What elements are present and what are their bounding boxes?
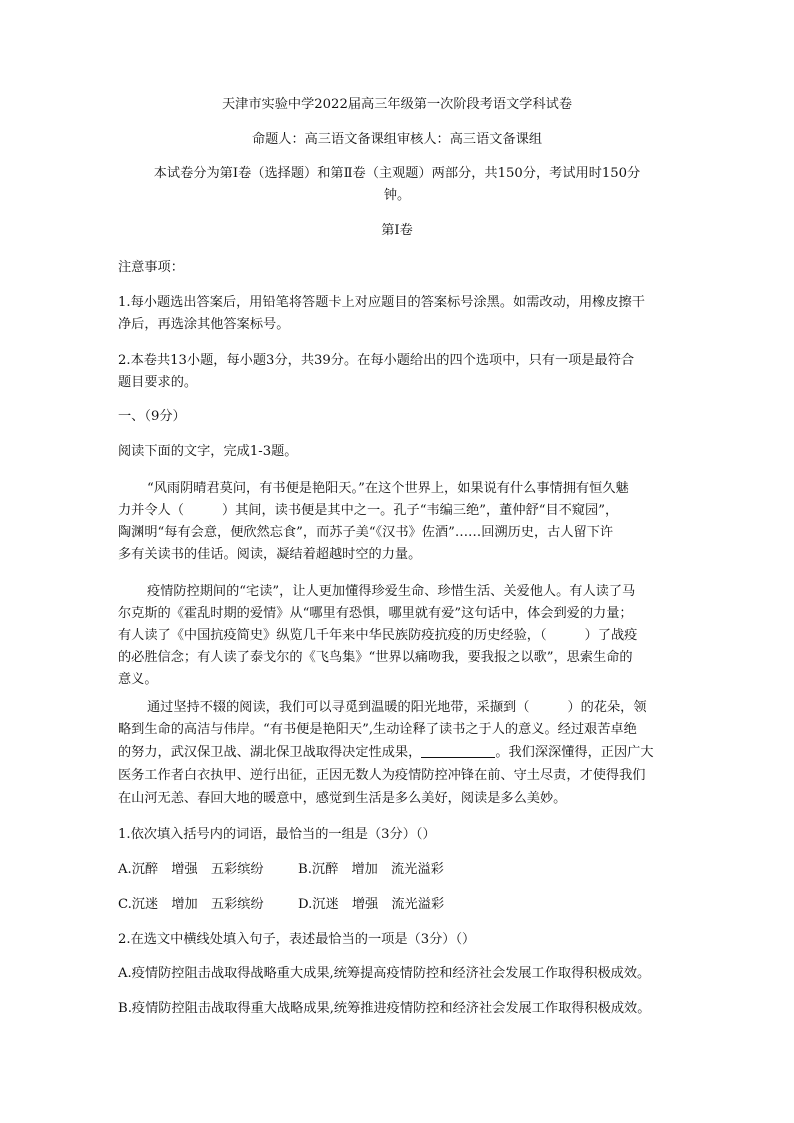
passage-p3-line-5: 在山河无恙、春回大地的暖意中，感觉到生活是多么美好，阅读是多么美妙。 xyxy=(118,791,567,806)
section-instruction: 阅读下面的文字，完成1-3题。 xyxy=(118,444,298,459)
question-1-options-cd xyxy=(118,897,444,913)
answer-underline xyxy=(421,745,495,758)
note-1-line-1: 1.每小题选出答案后，用铅笔将答题卡上对应题目的答案标号涂黑。如需改动，用橡皮擦干 xyxy=(118,295,645,310)
volume-heading: 第Ⅰ卷 xyxy=(381,223,413,238)
passage-p2-line-1: 疫情防控期间的“宅读”，让人更加懂得珍爱生命、珍惜生活、关爱他人。有人读了马 xyxy=(147,584,636,599)
passage-text: ）了战疫 xyxy=(584,628,638,643)
note-2-line-1: 2.本卷共13小题，每小题3分，共39分。在每小题给出的四个选项中，只有一项是最符合 xyxy=(118,353,635,368)
passage-p1-line-1: “风雨阴晴君莫问，有书便是艳阳天。”在这个世界上，如果说有什么事情拥有恒久魅 xyxy=(147,481,629,496)
passage-text: ）其间，读书便是其中之一。孔子“韦编三绝”，董仲舒“目不窥园”， xyxy=(221,503,619,518)
option-b: B.沉醉 增加 流光溢彩 xyxy=(298,862,444,877)
passage-text: 力并令人（ xyxy=(118,503,184,518)
option-d: D.沉迷 增强 流光溢彩 xyxy=(298,897,445,912)
question-1-options-ab xyxy=(118,862,444,878)
note-1-line-2: 净后，再选涂其他答案标号。 xyxy=(118,317,290,332)
passage-p2-line-2: 尔克斯的《霍乱时期的爱情》从“哪里有恐惧，哪里就有爱”这句话中，体会到爱的力量； xyxy=(118,606,633,621)
passage-text: 。我们深深懂得，正因广大 xyxy=(495,745,654,760)
passage-text: 的努力，武汉保卫战、湖北保卫战取得决定性成果， xyxy=(118,745,422,760)
question-1-stem: 1.依次填入括号内的词语，最恰当的一组是（3分）（） xyxy=(118,827,436,842)
passage-p1-line-4: 多有关读书的佳话。阅读，凝结着超越时空的力量。 xyxy=(118,547,422,562)
option-a: A.沉醉 增强 五彩缤纷 xyxy=(118,862,264,877)
passage-text: 通过坚持不辍的阅读，我们可以寻觅到温暖的阳光地带，采撷到（ xyxy=(147,700,530,715)
authors-line: 命题人：高三语文备课组审核人：高三语文备课组 xyxy=(251,132,543,147)
passage-p2-line-3 xyxy=(118,628,637,644)
notes-heading: 注意事项： xyxy=(118,260,184,275)
passage-p1-line-2 xyxy=(118,503,618,519)
note-2-line-2: 题目要求的。 xyxy=(118,375,198,390)
passage-p2-line-5: 意义。 xyxy=(118,672,158,687)
passage-p3-line-4: 医务工作者白衣执甲、逆行出征，正因无数人为疫情防控冲锋在前、守土尽责，才使得我们 xyxy=(118,768,646,783)
exam-title: 天津市实验中学2022届高三年级第一次阶段考语文学科试卷 xyxy=(221,97,573,112)
option-c: C.沉迷 增加 五彩缤纷 xyxy=(118,897,264,912)
passage-p3-line-3 xyxy=(118,745,654,761)
question-2-stem: 2.在选文中横线处填入句子，表述最恰当的一项是（3分）（） xyxy=(118,932,476,947)
passage-p3-line-1 xyxy=(147,700,647,716)
passage-p2-line-4: 的必胜信念；有人读了泰戈尔的《飞鸟集》“世界以痛吻我，要我报之以歌”，思索生命的 xyxy=(118,650,633,665)
section-heading: 一、（9分） xyxy=(118,409,186,424)
intro-line-2: 钟。 xyxy=(383,188,411,203)
passage-p1-line-3: 陶渊明“每有会意，便欣然忘食”，而苏子美“《汉书》佐酒”……回溯历史，古人留下许 xyxy=(118,525,614,540)
passage-p3-line-2: 略到生命的高洁与伟岸。“有书便是艳阳天”,生动诠释了读书之于人的意义。经过艰苦卓绝 xyxy=(118,722,637,737)
question-2-option-a: A.疫情防控阻击战取得战略重大成果,统筹提高疫情防控和经济社会发展工作取得积极成效。 xyxy=(118,966,651,981)
question-2-option-b: B.疫情防控阻击战取得重大战略成果,统筹推进疫情防控和经济社会发展工作取得积极成效。 xyxy=(118,1001,651,1016)
passage-text: 有人读了《中国抗疫简史》纵览几千年来中华民族防疫抗疫的历史经验，（ xyxy=(118,628,547,643)
intro-line-1: 本试卷分为第Ⅰ卷（选择题）和第Ⅱ卷（主观题）两部分，共150分，考试用时150分 xyxy=(153,166,641,181)
passage-text: ）的花朵，领 xyxy=(567,700,647,715)
